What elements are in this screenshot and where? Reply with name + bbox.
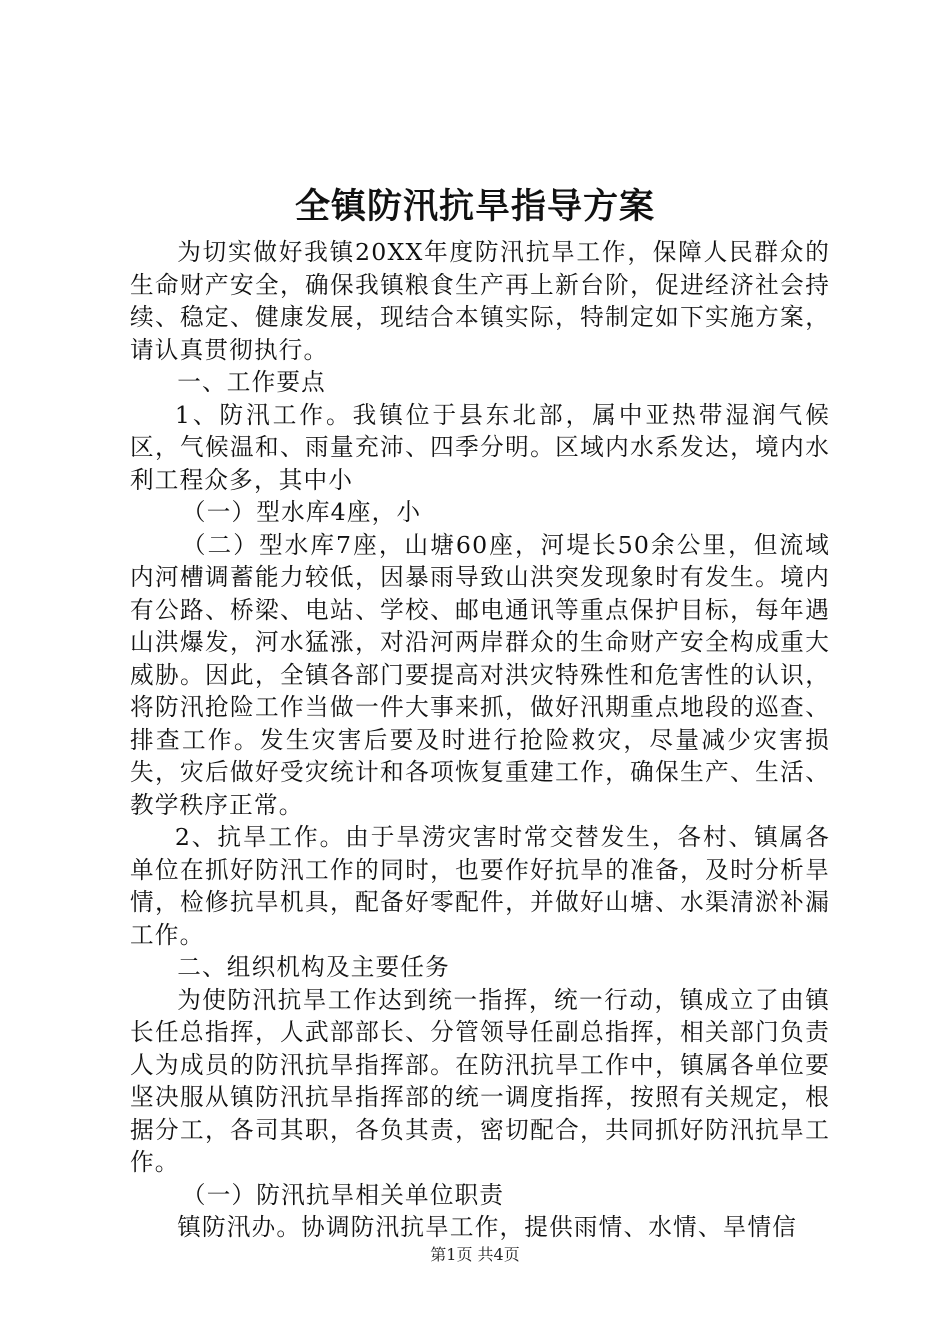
document-body — [130, 236, 830, 1244]
paragraph-intro: 为切实做好我镇20XX年度防汛抗旱工作，保障人民群众的生命财产安全，确保我镇粮食生产再上新台阶，促进经济社会持续、稳定、健康发展，现结合本镇实际，特制定如下实施方案，请认真贯彻执行。 — [130, 238, 830, 364]
heading-unit-duties: （一）防汛抗旱相关单位职责 — [181, 1180, 505, 1209]
document-title: 全镇防汛抗旱指导方案 — [294, 187, 655, 227]
paragraph-organization: 为使防汛抗旱工作达到统一指挥，统一行动，镇成立了由镇长任总指挥，人武部部长、分管领导任副总指挥，相关部门负责人为成员的防汛抗旱指挥部。在防汛抗旱工作中，镇属各单位要坚决服从镇防汛抗旱指挥部的统一调度指挥，按照有关规定，根据分工，各司其职，各负其责，密切配合，共同抓好防汛抗旱工作。 — [130, 985, 830, 1176]
page-number-footer: 第1页 共4页 — [430, 1245, 520, 1264]
paragraph-drought-relief: 2、抗旱工作。由于旱涝灾害时常交替发生，各村、镇属各单位在抓好防汛工作的同时，也要作好抗旱的准备，及时分析旱情，检修抗旱机具，配备好零配件，并做好山塘、水渠清淤补漏工作。 — [130, 823, 830, 949]
paragraph-reservoir-small-1: （一）型水库4座，小 — [181, 498, 422, 526]
heading-work-points: 一、工作要点 — [177, 368, 326, 396]
paragraph-flood-control: 1、防汛工作。我镇位于县东北部，属中亚热带湿润气候区，气候温和、雨量充沛、四季分明。区域内水系发达，境内水利工程众多，其中小 — [130, 400, 830, 494]
paragraph-flood-office: 镇防汛办。协调防汛抗旱工作，提供雨情、水情、旱情信 — [177, 1213, 798, 1241]
heading-organization: 二、组织机构及主要任务 — [177, 953, 450, 981]
paragraph-reservoir-small-2: （二）型水库7座，山塘60座，河堤长50余公里，但流域内河槽调蓄能力较低，因暴雨导致山洪突发现象时有发生。境内有公路、桥梁、电站、学校、邮电通讯等重点保护目标，每年遇山洪爆发，河水猛涨，对沿河两岸群众的生命财产安全构成重大威胁。因此，全镇各部门要提高对洪灾特殊性和危害性的认识，将防汛抢险工作当做一件大事来抓，做好汛期重点地段的巡查、排查工作。发生灾害后要及时进行抢险救灾，尽量减少灾害损失，灾后做好受灾统计和各项恢复重建工作，确保生产、生活、教学秩序正常。 — [130, 530, 830, 819]
